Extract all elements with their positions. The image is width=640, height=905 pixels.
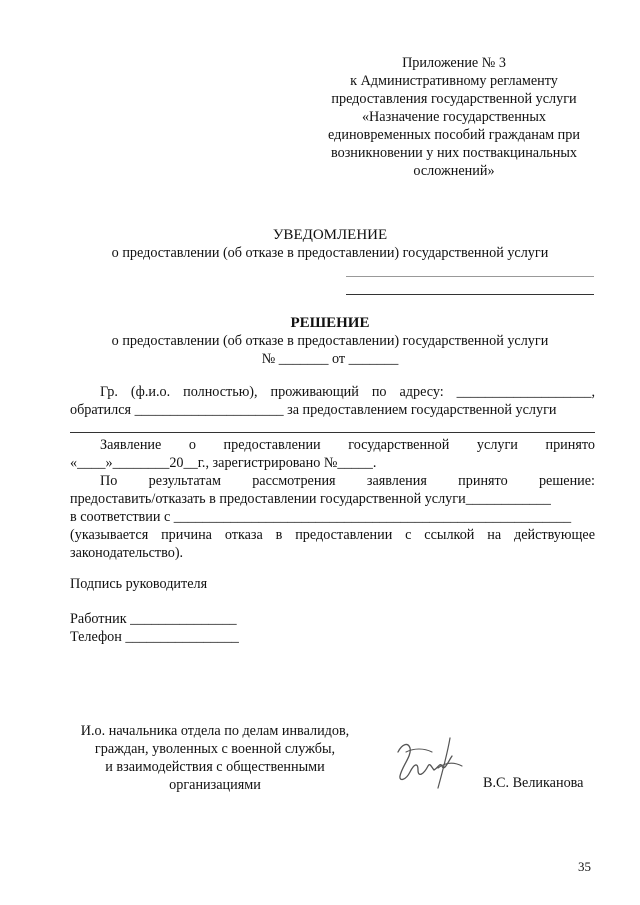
appendix-line: к Административному регламенту [350,73,558,89]
position-line: И.о. начальника отдела по делам инвалидов, [80,723,350,739]
result-line-3: в соответствии с ________________________________________________________ [70,509,572,525]
appendix-header [300,54,608,180]
position-line: граждан, уволенных с военной службы, [94,741,336,757]
official-position [60,722,370,794]
position-line: и взаимодействия с общественными [105,759,325,775]
result-line-4: (указывается причина отказа в предоставлении с ссылкой на действующее [70,527,595,543]
notice-title: УВЕДОМЛЕНИЕ [272,227,388,243]
appendix-line: Приложение № 3 [402,55,506,71]
notice-subtitle: о предоставлении (об отказе в предоставлении) государственной услуги [111,245,549,261]
appendix-line: «Назначение государственных [361,109,547,125]
appendix-line: возникновении у них поствакцинальных [331,145,577,161]
head-signature-label: Подпись руководителя [70,576,208,592]
official-name: В.С. Великанова [483,775,584,791]
page-number: 35 [578,859,591,874]
result-line-5: законодательство). [70,545,184,561]
phone-line: Телефон ________________ [70,629,239,645]
notice-blank-line-2 [346,294,594,295]
application-line-2: «____»________20__г., зарегистрировано №_____. [70,455,377,471]
appendix-line: осложнений» [413,163,495,179]
result-line-1: По результатам рассмотрения заявления принято решение: [100,473,595,489]
application-line-1: Заявление о предоставлении государственной услуги принято [100,437,595,453]
applicant-line-2: обратился _____________________ за предоставлением государственной услуги [70,402,557,418]
decision-subtitle: о предоставлении (об отказе в предоставлении) государственной услуги [111,333,549,349]
appendix-line: предоставления государственной услуги [331,91,577,107]
applicant-line-1: Гр. (ф.и.о. полностью), проживающий по адресу: ___________________, [100,384,595,400]
handwritten-signature-icon [388,732,468,794]
decision-number-line: № _______ от _______ [261,351,399,367]
result-line-2: предоставить/отказать в предоставлении государственной услуги____________ [70,491,551,507]
position-line: организациями [169,777,261,793]
full-width-blank-line [70,432,595,433]
decision-title: РЕШЕНИЕ [290,315,370,331]
worker-line: Работник _______________ [70,611,237,627]
notice-blank-line-1 [346,276,594,277]
appendix-line: единовременных пособий гражданам при [328,127,580,143]
